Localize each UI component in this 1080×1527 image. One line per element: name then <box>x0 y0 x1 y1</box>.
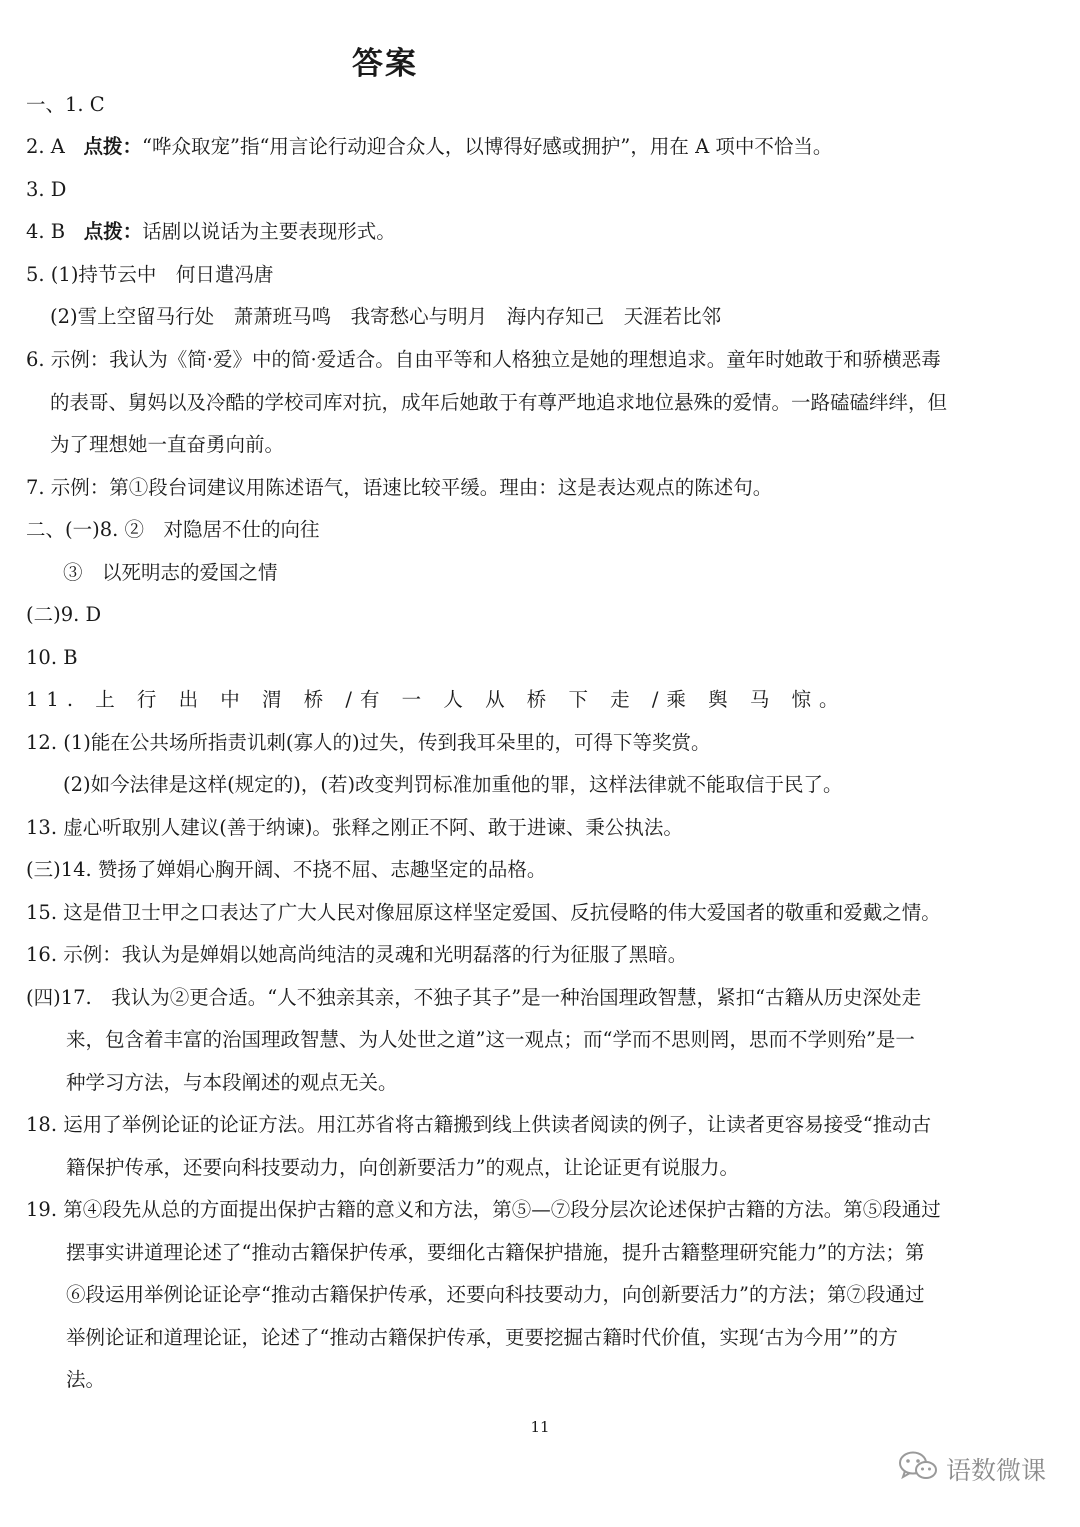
answer-line-16: 16. 示例：我认为是婵娟以她高尚纯洁的灵魂和光明磊落的行为征服了黑暗。 <box>26 943 688 966</box>
answer-line-18-cont: 籍保护传承，还要向科技要动力，向创新要活力”的观点，让论证更有说服力。 <box>66 1156 739 1179</box>
answer-line-12: 12. (1)能在公共场所指责讥刺(寡人的)过失，传到我耳朵里的，可得下等奖赏。 <box>26 731 711 754</box>
answer-line-8-cont: ③ 以死明志的爱国之情 <box>63 561 278 584</box>
watermark <box>898 1450 1046 1488</box>
page-title: 答案 <box>352 46 418 82</box>
answer-line-2 <box>26 133 832 161</box>
answer-line-19-cont: ⑥段运用举例论证论亭“推动古籍保护传承，还要向科技要动力，向创新要活力”的方法；第⑦段通过 <box>66 1283 925 1306</box>
answer-line-9: (二)9. D <box>26 603 102 626</box>
answer-line-10: 10. B <box>26 646 78 669</box>
answer-line-17-cont: 种学习方法，与本段阐述的观点无关。 <box>66 1071 398 1094</box>
answer-line-15: 15. 这是借卫士甲之口表达了广大人民对像屈原这样坚定爱国、反抗侵略的伟大爱国者的敬重和爱戴之情。 <box>26 901 941 924</box>
answer-line-3: 3. D <box>26 178 67 201</box>
answer-line-6-cont: 为了理想她一直奋勇向前。 <box>50 433 285 456</box>
answer-line-14: (三)14. 赞扬了婵娟心胸开阔、不挠不屈、志趣坚定的品格。 <box>26 858 547 881</box>
answer-line-6-cont: 的表哥、舅妈以及冷酷的学校司库对抗，成年后她敢于有尊严地追求地位悬殊的爱情。一路磕磕绊绊，但 <box>50 391 948 414</box>
answer-line-19-cont: 摆事实讲道理论述了“推动古籍保护传承，要细化古籍保护措施，提升古籍整理研究能力”的方法；第 <box>66 1241 925 1264</box>
hint-label: 点拨： <box>83 220 143 243</box>
answer-line-19-cont: 举例论证和道理论证，论述了“推动古籍保护传承，更要挖掘古籍时代价值，实现‘古为今用’”的方 <box>66 1326 898 1349</box>
answer-line-12-2: (2)如今法律是这样(规定的)，(若)改变判罚标准加重他的罪，这样法律就不能取信于民了。 <box>63 773 843 796</box>
hint-label: 点拨： <box>83 135 143 158</box>
answer-line-18: 18. 运用了举例论证的论证方法。用江苏省将古籍搬到线上供读者阅读的例子，让读者更容易接受“推动古 <box>26 1113 932 1136</box>
answer-line-4 <box>26 218 396 246</box>
answer-line-13: 13. 虚心听取别人建议(善于纳谏)。张释之刚正不阿、敢于进谏、秉公执法。 <box>26 816 683 839</box>
page-number: 11 <box>530 1418 550 1436</box>
wechat-icon <box>898 1450 938 1488</box>
answer-line-17-cont: 来，包含着丰富的治国理政智慧、为人处世之道”这一观点；而“学而不思则罔，思而不学则殆”是一 <box>66 1028 915 1051</box>
answer-line-7: 7. 示例：第①段台词建议用陈述语气，语速比较平缓。理由：这是表达观点的陈述句。 <box>26 476 773 499</box>
answer-text: “哗众取宠”指“用言论行动迎合众人，以博得好感或拥护”，用在 A 项中不恰当。 <box>142 135 833 158</box>
answer-line-5: 5. (1)持节云中 何日遣冯唐 <box>26 263 274 286</box>
answer-number: 2. A <box>26 135 65 158</box>
watermark-text: 语数微课 <box>945 1456 1046 1485</box>
answer-line-19: 19. 第④段先从总的方面提出保护古籍的意义和方法，第⑤—⑦段分层次论述保护古籍的方法。第⑤段通过 <box>26 1198 941 1221</box>
answer-number: 4. B <box>26 220 66 243</box>
answer-line-11: 11. 上 行 出 中 渭 桥 /有 一 人 从 桥 下 走 /乘 舆 马 惊。 <box>26 688 847 711</box>
answer-text: 话剧以说话为主要表现形式。 <box>142 220 396 243</box>
answer-line-1: 一、1. C <box>26 93 105 116</box>
answer-line-6: 6. 示例：我认为《简·爱》中的简·爱适合。自由平等和人格独立是她的理想追求。童年时她敢于和骄横恶毒 <box>26 348 941 371</box>
answer-line-8: 二、(一)8. ② 对隐居不仕的向往 <box>26 518 320 541</box>
answer-line-19-cont: 法。 <box>66 1368 106 1391</box>
answer-line-5-2: (2)雪上空留马行处 萧萧班马鸣 我寄愁心与明月 海内存知己 天涯若比邻 <box>50 305 722 328</box>
answer-line-17: (四)17. 我认为②更合适。“人不独亲其亲，不独子其子”是一种治国理政智慧，紧扣“古籍从历史深处走 <box>26 986 922 1009</box>
